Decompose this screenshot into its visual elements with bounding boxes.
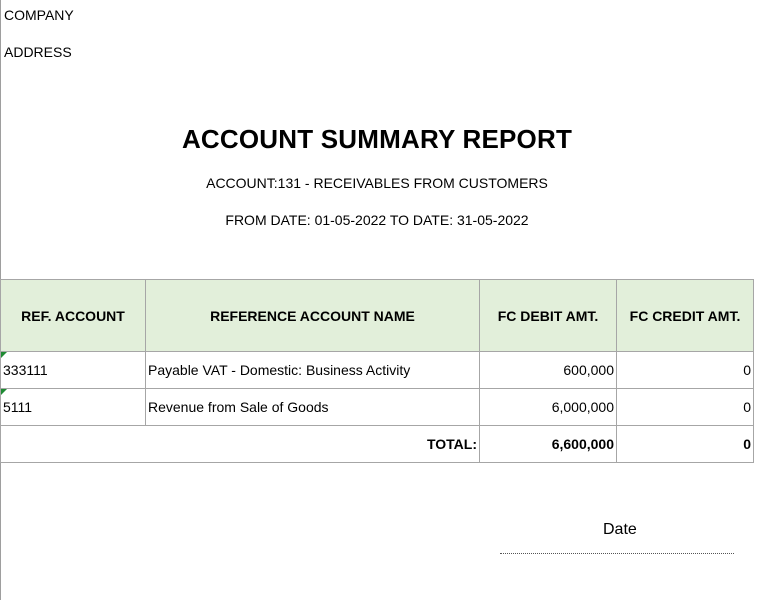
account-name-cell[interactable]: Payable VAT - Domestic: Business Activity [146,352,480,389]
total-credit-cell[interactable]: 0 [617,426,754,463]
total-label-cell[interactable]: TOTAL: [1,426,480,463]
ref-account-cell[interactable]: 333111 [1,352,146,389]
address-label: ADDRESS [4,44,72,60]
company-label: COMPANY [4,7,74,23]
table-row [1,352,754,389]
debit-cell[interactable]: 600,000 [480,352,617,389]
ref-account-cell[interactable]: 5111 [1,389,146,426]
report-title: ACCOUNT SUMMARY REPORT [181,124,573,154]
col-header-account-name[interactable]: REFERENCE ACCOUNT NAME [146,280,480,352]
account-name-cell[interactable]: Revenue from Sale of Goods [146,389,480,426]
cell-note-indicator-icon [1,352,7,358]
table-row [1,389,754,426]
date-range: FROM DATE: 01-05-2022 TO DATE: 31-05-2022 [225,212,529,228]
credit-cell[interactable]: 0 [617,389,754,426]
debit-cell[interactable]: 6,000,000 [480,389,617,426]
total-debit-cell[interactable]: 6,600,000 [480,426,617,463]
col-header-ref-account[interactable]: REF. ACCOUNT [1,280,146,352]
signature-date-label: Date [603,521,637,538]
signature-dotted-line [500,553,734,554]
total-row [1,426,754,463]
table-header-row [1,280,754,352]
col-header-debit[interactable]: FC DEBIT AMT. [480,280,617,352]
cell-note-indicator-icon [1,389,7,395]
credit-cell[interactable]: 0 [617,352,754,389]
account-subtitle: ACCOUNT:131 - RECEIVABLES FROM CUSTOMERS [206,175,548,191]
col-header-credit[interactable]: FC CREDIT AMT. [617,280,754,352]
summary-table [0,279,754,463]
